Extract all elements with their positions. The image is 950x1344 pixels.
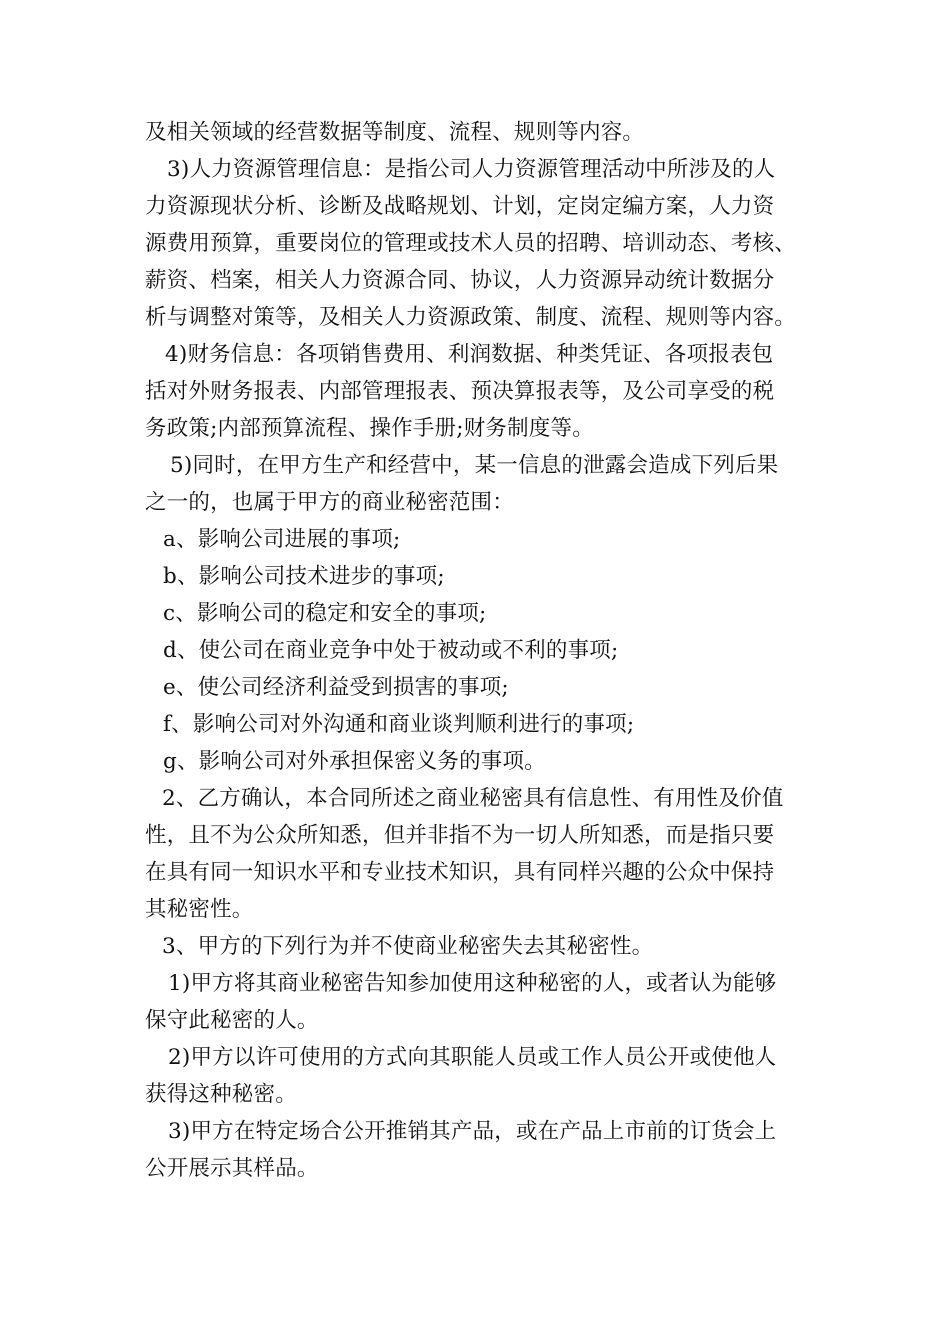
paragraph-line: 3)甲方在特定场合公开推销其产品，或在产品上市前的订货会上 bbox=[168, 1119, 777, 1144]
list-item: a、影响公司进展的事项; bbox=[163, 527, 401, 552]
list-item: f、影响公司对外沟通和商业谈判顺利进行的事项; bbox=[163, 712, 635, 737]
paragraph-line: 2)甲方以许可使用的方式向其职能人员或工作人员公开或使他人 bbox=[168, 1045, 777, 1070]
paragraph-line: 2、乙方确认，本合同所述之商业秘密具有信息性、有用性及价值 bbox=[162, 786, 784, 811]
paragraph-line: 及相关领域的经营数据等制度、流程、规则等内容。 bbox=[145, 120, 645, 145]
paragraph-line: 在具有同一知识水平和专业技术知识，具有同样兴趣的公众中保持 bbox=[145, 860, 775, 885]
paragraph-line: 公开展示其样品。 bbox=[145, 1156, 319, 1181]
paragraph-line: 保守此秘密的人。 bbox=[145, 1008, 319, 1033]
paragraph-line: 其秘密性。 bbox=[145, 897, 254, 922]
list-item: e、使公司经济利益受到损害的事项; bbox=[163, 675, 509, 700]
paragraph-line: 薪资、档案，相关人力资源合同、协议，人力资源异动统计数据分 bbox=[145, 268, 775, 293]
paragraph-line: 1)甲方将其商业秘密告知参加使用这种秘密的人，或者认为能够 bbox=[168, 971, 777, 996]
paragraph-line: 3)人力资源管理信息：是指公司人力资源管理活动中所涉及的人 bbox=[167, 157, 776, 182]
paragraph-line: 获得这种秘密。 bbox=[145, 1082, 297, 1107]
list-item: c、影响公司的稳定和安全的事项; bbox=[163, 601, 487, 626]
list-item: g、影响公司对外承担保密义务的事项。 bbox=[163, 749, 546, 774]
paragraph-line: 5)同时，在甲方生产和经营中，某一信息的泄露会造成下列后果 bbox=[170, 453, 779, 478]
paragraph-line: 源费用预算，重要岗位的管理或技术人员的招聘、培训动态、考核、 bbox=[145, 231, 797, 256]
paragraph-line: 力资源现状分析、诊断及战略规划、计划，定岗定编方案，人力资 bbox=[145, 194, 775, 219]
paragraph-line: 3、甲方的下列行为并不使商业秘密失去其秘密性。 bbox=[162, 934, 654, 959]
list-item: d、使公司在商业竞争中处于被动或不利的事项; bbox=[163, 638, 619, 663]
paragraph-line: 4)财务信息：各项销售费用、利润数据、种类凭证、各项报表包 bbox=[165, 342, 774, 367]
paragraph-line: 务政策;内部预算流程、操作手册;财务制度等。 bbox=[145, 416, 594, 441]
paragraph-line: 之一的，也属于甲方的商业秘密范围： bbox=[145, 490, 514, 515]
paragraph-line: 括对外财务报表、内部管理报表、预决算报表等，及公司享受的税 bbox=[145, 379, 775, 404]
list-item: b、影响公司技术进步的事项; bbox=[163, 564, 445, 589]
paragraph-line: 性，且不为公众所知悉，但并非指不为一切人所知悉，而是指只要 bbox=[145, 823, 775, 848]
document-body bbox=[145, 114, 815, 1187]
paragraph-line: 析与调整对策等，及相关人力资源政策、制度、流程、规则等内容。 bbox=[145, 305, 797, 330]
